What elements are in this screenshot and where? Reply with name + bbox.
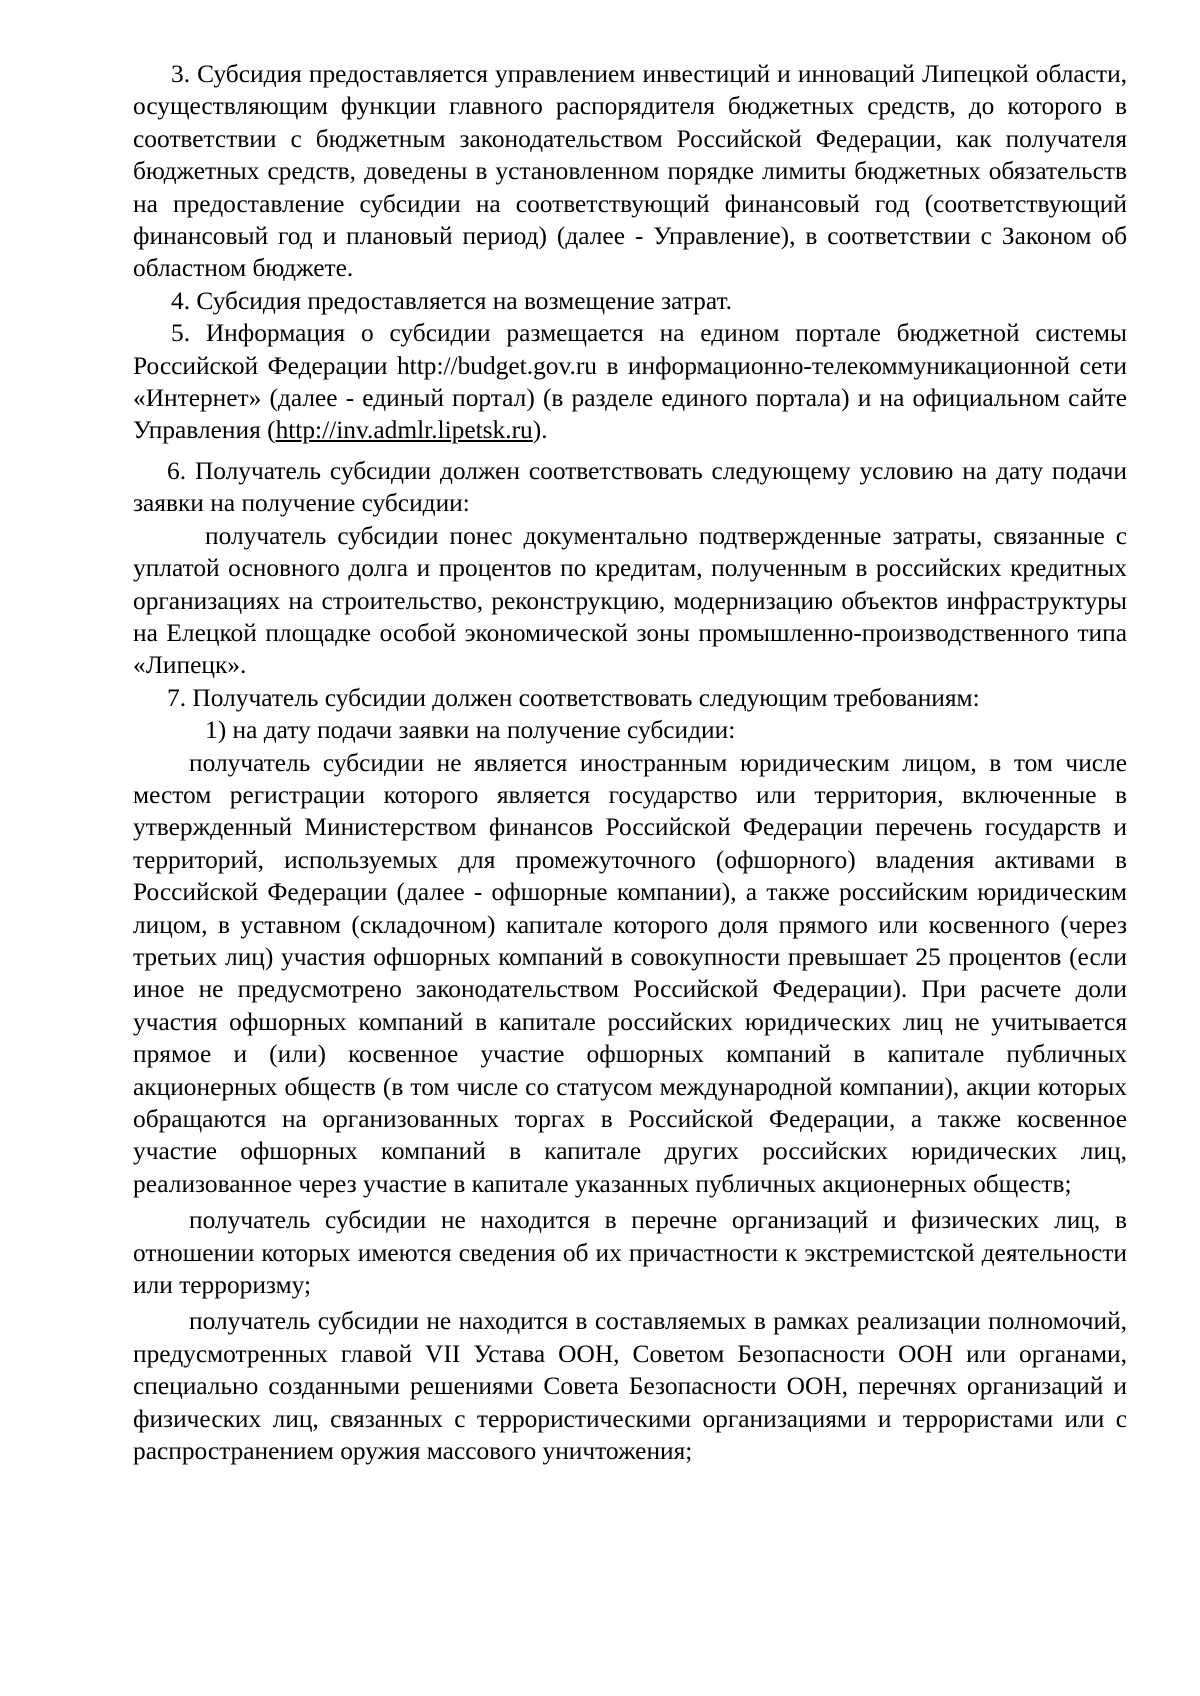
paragraph-6-condition: получатель субсидии понес документально подтвержденные затраты, связанные с уплатой основного долга и процентов по кредитам, полученным в российских кредитных организациях на строительство, реконструкцию, модернизацию объектов инфраструктуры на Елецкой площадке особой экономической зоны промышленно-производственного типа «Липецк». [133, 521, 1127, 680]
paragraph-6: 6. Получатель субсидии должен соответствовать следующему условию на дату подачи заявки на получение субсидии: [133, 456, 1127, 518]
requirement-un-sanctions: получатель субсидии не находится в составляемых в рамках реализации полномочий, предусмотренных главой VII Устава ООН, Советом Безопасности ООН или органами, специально созданными решениями Совета Безопасности ООН, перечнях организаций и физических лиц, связанных с террористическими организациями и террористами или с распространением оружия массового уничтожения; [133, 1307, 1127, 1466]
paragraph-5-text: 5. Информация о субсидии размещается на едином портале бюджетной системы Российской Федерации http://budget.gov.ru в информационно-телекоммуникационной сети «Интернет» (далее - единый портал) (в разделе единого портала) и на официальном сайте Управления ( [133, 319, 1127, 445]
paragraph-5-closing: ). [532, 416, 548, 445]
document-body [133, 58, 1127, 1467]
paragraph-3: 3. Субсидия предоставляется управлением инвестиций и инноваций Липецкой области, осуществляющим функции главного распорядителя бюджетных средств, до которого в соответствии с бюджетным законодательством Российской Федерации, как получателя бюджетных средств, доведены в установленном порядке лимиты бюджетных обязательств на предоставление субсидии на соответствующий финансовый год (соответствующий финансовый год и плановый период) (далее - Управление), в соответствии с Законом об областном бюджете. [133, 60, 1127, 283]
paragraph-4: 4. Субсидия предоставляется на возмещение затрат. [171, 286, 732, 315]
paragraph-7: 7. Получатель субсидии должен соответствовать следующим требованиям: [167, 683, 980, 712]
requirement-extremism: получатель субсидии не находится в перечне организаций и физических лиц, в отношении которых имеются сведения об их причастности к экстремистской деятельности или терроризму; [133, 1206, 1127, 1300]
requirement-offshore: получатель субсидии не является иностранным юридическим лицом, в том числе местом регистрации которого является государство или территория, включенные в утвержденный Министерством финансов Российской Федерации перечень государств и территорий, используемых для промежуточного (офшорного) владения активами в Российской Федерации (далее - офшорные компании), а также российским юридическим лицом, в уставном (складочном) капитале которого доля прямого или косвенного (через третьих лиц) участия офшорных компаний в совокупности превышает 25 процентов (если иное не предусмотрено законодательством Российской Федерации). При расчете доли участия офшорных компаний в капитале российских юридических лиц не учитывается прямое и (или) косвенное участие офшорных компаний в капитале публичных акционерных обществ (в том числе со статусом международной компании), акции которых обращаются на организованных торгах в Российской Федерации, а также косвенное участие офшорных компаний в капитале других российских юридических лиц, реализованное через участие в капитале указанных публичных акционерных обществ; [133, 748, 1127, 1198]
paragraph-5 [133, 317, 1127, 447]
paragraph-7-item-1: 1) на дату подачи заявки на получение субсидии: [205, 716, 736, 745]
management-website-link[interactable]: http://inv.admlr.lipetsk.ru [275, 416, 533, 445]
